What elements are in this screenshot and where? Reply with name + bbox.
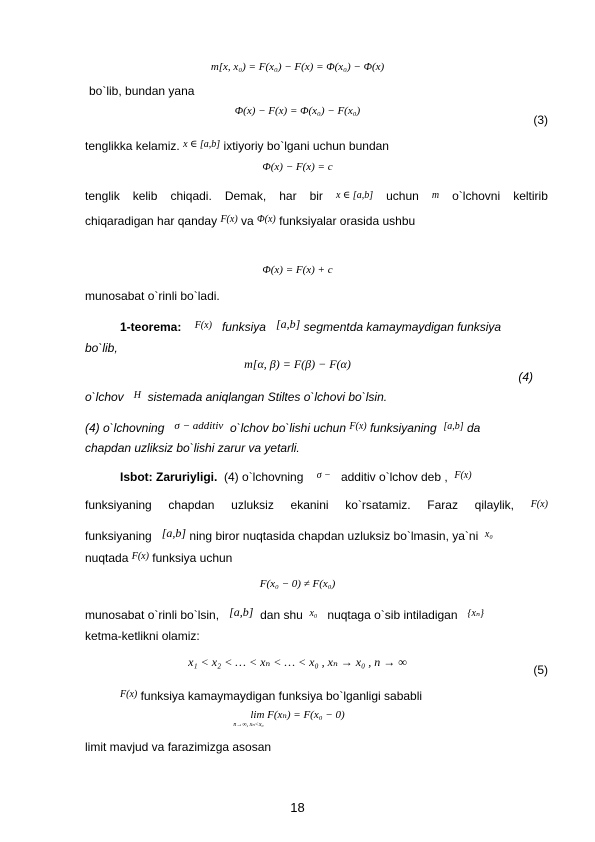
word: chapdan [168,498,215,512]
proof-line [120,469,548,484]
equation-constant: Φ(x) − F(x) = c [262,161,333,173]
math-inline: Φ(x) [257,214,276,225]
math-inline: F(x) [120,689,138,700]
text: tenglikka kelamiz. [85,139,180,153]
text: ning biror nuqtasida chapdan uzluksiz bo`lmasin, ya`ni [189,529,479,543]
math-inline: σ − [316,470,331,481]
text: (4) o`lchovning [224,470,304,484]
equation-sum: Φ(x) = F(x) + c [262,264,333,276]
word: kelib [132,189,158,203]
text: chapdan uzliksiz bo`lishi zarur va yetarli. [85,441,300,455]
text: additiv o`lchov deb , [340,470,448,484]
math-inline: F(x) [220,214,238,225]
theorem-line [120,317,548,334]
text: funksiya kamaymaydigan funksiya bo`lganligi sababli [140,689,423,703]
equation-limit: lim F(xₙ) = F(x₀ − 0) [250,709,345,721]
text: da [466,421,481,435]
text: nuqtaga o`sib intiladigan [327,608,458,622]
word: o`lchovni [452,189,501,203]
text-line [85,138,548,153]
text: nuqtada [85,551,129,565]
text-line-justified [85,498,548,512]
text-line [85,550,548,565]
equation-discontinuity: F(x₀ − 0) ≠ F(x₀) [259,578,336,590]
text: segmentda kamaymaydigan funksiya [303,320,502,334]
text-line [85,419,548,435]
theorem-line [85,341,548,355]
text: bo`lib, [85,341,118,355]
math-inline: x₀ [309,608,318,619]
equation-number: (4) [518,370,533,384]
word: qilaylik, [474,498,514,512]
text-line [85,213,548,228]
word: ekanini [290,498,329,512]
theorem-label: 1-teorema: [120,320,182,334]
text-line [85,289,548,303]
text-line [85,526,548,543]
equation-5: x₁ < x₂ < … < xₙ < … < x₀ , xₙ → x₀ , n → ∞ [188,655,407,669]
math-inline: [a,b] [161,526,187,540]
text: ketma-ketlikni olamiz: [85,629,200,643]
math-inline: [a,b] [443,421,464,432]
equation-3: Φ(x) − F(x) = Φ(x₀) − F(x₀) [234,105,361,117]
text: dan shu [260,608,303,622]
text: bo`lib, bundan yana [89,84,195,98]
text-line [85,605,548,622]
text-line [85,740,548,754]
math-inline: F(x) [194,320,212,331]
text: funksiya [221,320,266,334]
math-inline: m [431,190,440,201]
text-line [85,389,548,404]
text: va [241,214,254,228]
word: Demak, [224,189,267,203]
text-line [120,688,548,703]
text-line-justified [85,189,548,203]
page-number: 18 [290,800,305,815]
text: sistemada aniqlangan Stiltes o`lchovi bo`lsin. [147,390,388,404]
equation-number: (3) [533,113,548,127]
math-inline: x ∈ [a,b] [183,139,221,150]
text: chiqaradigan har qanday [85,214,218,228]
math-inline: H [133,390,141,401]
math-inline: x ∈ [a,b] [335,190,374,201]
text: o`lchov [85,390,124,404]
equation-measure-difference: m[x, x₀) = F(x₀) − F(x) = Φ(x₀) − Φ(x) [210,61,385,73]
equation-4: m[α, β) = F(β) − F(α) [244,357,351,371]
word: keltirib [513,189,548,203]
word: Faraz [427,498,458,512]
word: uchun [386,189,419,203]
math-inline: F(x) [131,551,149,562]
word: uzluksiz [231,498,274,512]
text-line [89,84,548,98]
text: funksiyalar orasida ushbu [279,214,416,228]
text: munosabat o`rinli bo`lsin, [85,608,220,622]
word: funksiyaning [85,498,152,512]
math-inline: [a,b] [275,317,301,331]
text-line [85,441,548,455]
math-inline: [a,b] [229,605,254,619]
math-inline: x₀ [484,529,493,540]
math-inline: F(x) [454,470,472,481]
text: ixtiyoriy bo`lgani uchun bundan [223,139,389,153]
word: ko`rsatamiz. [345,498,411,512]
text-line [85,629,548,643]
text: munosabat o`rinli bo`ladi. [85,289,220,303]
math-inline: {xₙ} [467,608,485,619]
math-inline: F(x) [349,421,367,432]
word: har [279,189,297,203]
text: o`lchov bo`lishi uchun [229,421,347,435]
word: chiqadi. [170,189,212,203]
equation-number: (5) [533,663,548,677]
text: funksiyaning [85,529,152,543]
text: funksiya uchun [152,551,233,565]
word: bir [309,189,323,203]
math-inline: σ − additiv [174,420,224,432]
text: limit mavjud va farazimizga asosan [85,740,272,754]
text: (4) o`lchovning [85,421,165,435]
equation-limit-subscript: n→∞, xₙ<x₀ [233,722,264,728]
text: funksiyaning [369,421,437,435]
proof-label: Isbot: Zaruriyligi. [120,470,218,484]
word: tenglik [85,189,120,203]
math-inline: F(x) [530,499,548,510]
